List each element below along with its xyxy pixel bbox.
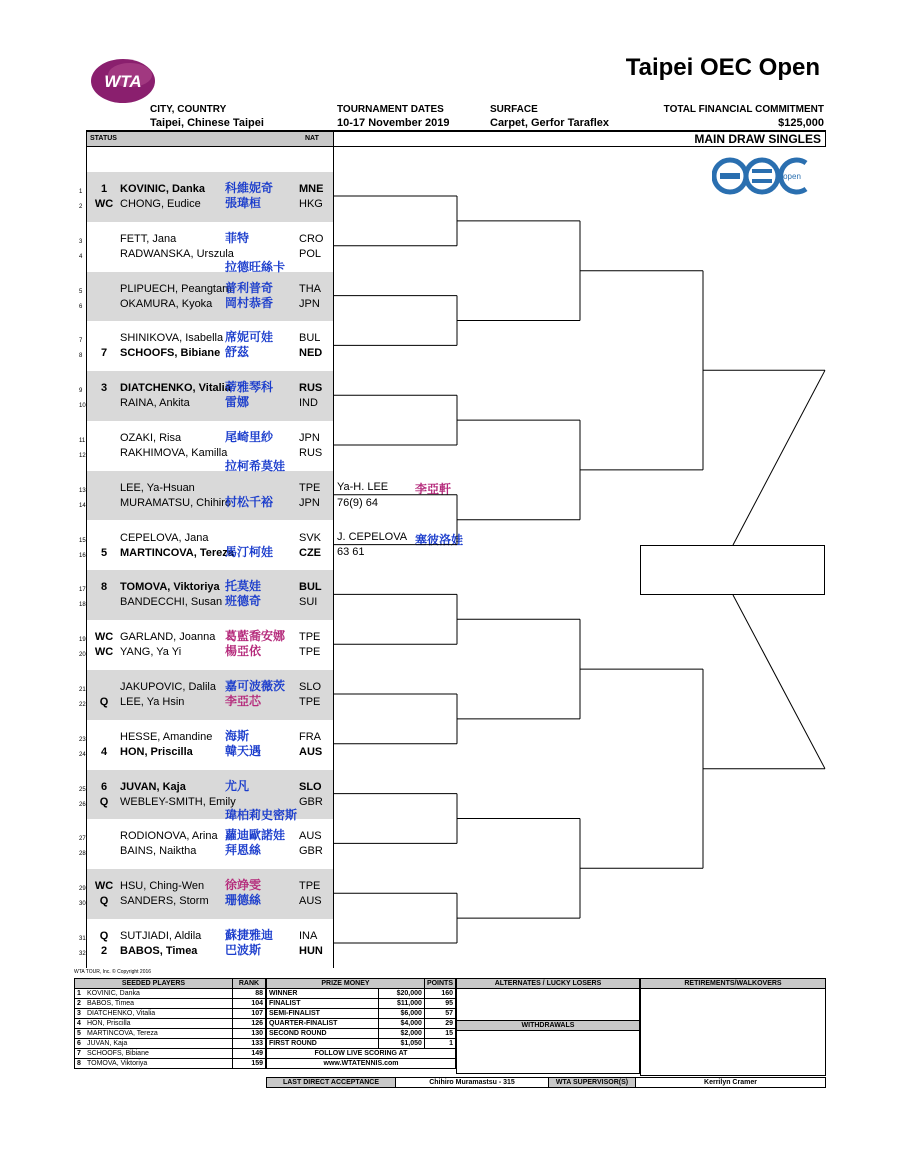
seed-row — [75, 1009, 266, 1019]
commitment-value: $125,000 — [778, 117, 824, 129]
player-name: RADWANSKA, Urszula — [120, 247, 234, 260]
player-name: MURAMATSU, Chihiro — [120, 496, 232, 509]
nationality: SVK — [299, 531, 322, 544]
prize-row — [267, 1029, 456, 1039]
draw-position: 14 — [79, 502, 86, 509]
draw-position: 5 — [79, 288, 83, 295]
seed-status: 4 — [100, 745, 108, 758]
draw-position: 21 — [79, 687, 86, 693]
draw-position: 26 — [79, 801, 86, 808]
retirements-header: RETIREMENTS/WALKOVERS — [641, 979, 826, 989]
seed-number: 5 — [75, 1029, 86, 1039]
seed-row — [75, 999, 266, 1009]
nat-label: NAT — [305, 135, 319, 142]
nationality: FRA — [299, 730, 321, 743]
prize-round: SEMI-FINALIST — [267, 1009, 379, 1019]
nationality: POL — [299, 247, 322, 260]
player-name-chinese: 馬汀柯娃 — [225, 544, 274, 559]
player-name: JUVAN, Kaja — [120, 780, 186, 793]
seed-status: WC — [94, 880, 114, 893]
prize-round: QUARTER-FINALIST — [267, 1019, 379, 1029]
seed-status: 7 — [100, 347, 108, 360]
player-name: SCHOOFS, Bibiane — [120, 347, 221, 360]
player-name: RAKHIMOVA, Kamilla — [120, 447, 228, 459]
seed-name: KOVINIC, Danka — [85, 989, 233, 999]
draw-position: 18 — [79, 602, 86, 609]
nationality: HKG — [299, 198, 323, 210]
seed-row — [75, 989, 266, 999]
prize-money: $20,000 — [378, 989, 424, 999]
seed-rank: 88 — [233, 989, 266, 999]
nationality: RUS — [299, 382, 323, 395]
seed-name: TOMOVA, Viktoriya — [85, 1059, 233, 1069]
r2-winner-2-cn: 塞彼洛娃 — [415, 533, 464, 547]
player-name-chinese: 珊德絲 — [225, 893, 262, 908]
points-header: POINTS — [424, 979, 455, 989]
player-name-chinese: 巴波斯 — [225, 943, 262, 957]
prize-row — [267, 989, 456, 999]
draw-position: 24 — [79, 751, 86, 758]
city-value: Taipei, Chinese Taipei — [150, 117, 264, 129]
lda-table — [266, 1077, 826, 1088]
seed-rank: 133 — [233, 1039, 266, 1049]
seed-number: 3 — [75, 1009, 86, 1019]
seeded-players-table — [74, 978, 266, 1069]
surface-label: SURFACE — [490, 104, 538, 115]
oec-logo-text: open — [783, 172, 801, 181]
draw-position: 22 — [79, 702, 86, 708]
lda-value: Chihiro Muramastsu - 315 — [396, 1078, 549, 1088]
prize-row — [267, 1039, 456, 1049]
player-name-chinese: 李亞芯 — [225, 694, 262, 708]
draw-position: 12 — [79, 453, 86, 459]
seed-status: Q — [99, 930, 109, 942]
player-name-chinese: 岡村恭香 — [225, 295, 274, 310]
player-name-chinese: 菲特 — [225, 230, 250, 245]
player-name: PLIPUECH, Peangtarn — [120, 282, 232, 295]
prize-row — [267, 1019, 456, 1029]
player-name: HON, Priscilla — [120, 745, 193, 758]
seed-name: JUVAN, Kaja — [85, 1039, 233, 1049]
bracket-line — [733, 370, 825, 545]
player-name: SANDERS, Storm — [120, 895, 209, 908]
seed-status: 6 — [100, 780, 108, 793]
seed-status: 2 — [100, 945, 108, 957]
nationality: TPE — [299, 646, 321, 659]
player-name: WEBLEY-SMITH, Emily — [120, 795, 236, 808]
champion-box — [640, 545, 825, 595]
nationality: SLO — [299, 681, 322, 693]
player-name: FETT, Jana — [120, 232, 177, 245]
prize-money: $1,050 — [378, 1039, 424, 1049]
seed-name: BABOS, Timea — [85, 999, 233, 1009]
player-name-chinese: 拉柯希莫娃 — [225, 459, 286, 473]
player-name-chinese: 海斯 — [225, 728, 250, 743]
player-name-chinese: 班德奇 — [225, 594, 262, 609]
prize-money: $2,000 — [378, 1029, 424, 1039]
player-name-chinese: 葛藍喬安娜 — [225, 629, 286, 644]
player-name-chinese: 蘿迪歐諾娃 — [225, 828, 286, 843]
draw-position: 28 — [79, 851, 86, 858]
seed-number: 7 — [75, 1049, 86, 1059]
player-name-chinese: 舒茲 — [225, 345, 250, 360]
nationality: AUS — [299, 830, 322, 843]
player-name-chinese: 張瑋桓 — [225, 196, 262, 210]
seed-name: HON, Priscilla — [85, 1019, 233, 1029]
draw-position: 19 — [79, 637, 86, 644]
draw-position: 2 — [79, 204, 83, 210]
draw-position: 11 — [79, 438, 86, 444]
seed-status: WC — [94, 198, 114, 210]
nationality: JPN — [299, 496, 320, 509]
player-name-chinese: 科維妮奇 — [225, 181, 274, 195]
player-name-chinese: 席妮可娃 — [225, 330, 274, 345]
nationality: MNE — [299, 183, 324, 195]
player-name-chinese: 蒂雅琴科 — [225, 380, 274, 395]
draw-position: 25 — [79, 786, 86, 793]
prize-money: $6,000 — [378, 1009, 424, 1019]
player-name-chinese: 韓天遇 — [225, 743, 262, 758]
seed-status: WC — [94, 646, 114, 659]
dates-value: 10-17 November 2019 — [337, 117, 450, 129]
alternates-header: ALTERNATES / LUCKY LOSERS — [457, 979, 640, 989]
prize-points: 160 — [424, 989, 455, 999]
nationality: IND — [299, 397, 318, 410]
seed-rank: 159 — [233, 1059, 266, 1069]
draw-position: 7 — [79, 338, 83, 345]
seed-name: SCHOOFS, Bibiane — [85, 1049, 233, 1059]
player-name: KOVINIC, Danka — [120, 183, 205, 195]
nationality: TPE — [299, 696, 321, 708]
live-scoring-label: FOLLOW LIVE SCORING AT — [267, 1049, 456, 1059]
draw-position: 15 — [79, 537, 86, 544]
seed-number: 4 — [75, 1019, 86, 1029]
r2-winner-1-cn: 李亞軒 — [415, 482, 452, 496]
seed-rank: 104 — [233, 999, 266, 1009]
retirements-table — [640, 978, 826, 1076]
player-name: MARTINCOVA, Tereza — [120, 546, 234, 559]
seed-row — [75, 1049, 266, 1059]
player-name: BANDECCHI, Susan — [120, 596, 223, 609]
player-name-chinese: 村松千裕 — [225, 494, 274, 509]
player-name: LEE, Ya-Hsuan — [120, 481, 195, 494]
player-name: GARLAND, Joanna — [120, 631, 216, 644]
player-name: RODIONOVA, Arina — [120, 830, 218, 843]
seed-number: 2 — [75, 999, 86, 1009]
player-name: DIATCHENKO, Vitalia — [120, 382, 231, 395]
draw-position: 9 — [79, 388, 83, 395]
player-name-chinese: 蘇捷雅迪 — [225, 928, 274, 942]
prize-money-table — [266, 978, 456, 1069]
player-name-chinese: 拉德旺絲卡 — [225, 259, 286, 274]
player-name: JAKUPOVIC, Dalila — [120, 681, 216, 693]
nationality: INA — [299, 930, 318, 942]
player-name-chinese: 嘉可波薇茨 — [225, 679, 286, 693]
draw-position: 4 — [79, 253, 83, 260]
seed-status: 1 — [100, 183, 108, 195]
draw-position: 30 — [79, 901, 86, 908]
seed-status: 8 — [100, 581, 108, 594]
seed-status: 3 — [100, 382, 108, 395]
prize-round: SECOND ROUND — [267, 1029, 379, 1039]
seed-name: MARTINCOVA, Tereza — [85, 1029, 233, 1039]
draw-position: 23 — [79, 736, 86, 743]
draw-position: 31 — [79, 936, 86, 942]
player-name: YANG, Ya Yi — [120, 646, 182, 659]
player-name: RAINA, Ankita — [120, 397, 190, 410]
nationality: TPE — [299, 880, 321, 893]
seed-rank: 126 — [233, 1019, 266, 1029]
rank-header: RANK — [233, 979, 266, 989]
tournament-title: Taipei OEC Open — [625, 54, 820, 81]
alternates-table — [456, 978, 640, 1074]
r2-winner-1-name: Ya-H. LEE — [337, 481, 389, 493]
bracket-line — [733, 595, 825, 769]
r2-winner-2-score: 63 61 — [337, 546, 365, 558]
nationality: AUS — [299, 895, 322, 908]
live-scoring-url: www.WTATENNIS.com — [267, 1059, 456, 1069]
player-name: OKAMURA, Kyoka — [120, 297, 213, 310]
draw-position: 20 — [79, 652, 86, 659]
prize-points: 57 — [424, 1009, 455, 1019]
prize-round: FINALIST — [267, 999, 379, 1009]
prize-header: PRIZE MONEY — [267, 979, 425, 989]
draw-position: 16 — [79, 552, 86, 559]
seeded-header: SEEDED PLAYERS — [75, 979, 233, 989]
nationality: AUS — [299, 745, 323, 758]
r2-winner-2-name: J. CEPELOVA — [337, 531, 408, 543]
seed-rank: 107 — [233, 1009, 266, 1019]
nationality: TPE — [299, 631, 321, 644]
seed-status: Q — [99, 895, 109, 908]
nationality: CZE — [299, 546, 321, 559]
prize-row — [267, 999, 456, 1009]
nationality: SLO — [299, 780, 322, 793]
player-name: SHINIKOVA, Isabella — [120, 332, 224, 345]
surface-value: Carpet, Gerfor Taraflex — [490, 117, 610, 129]
nationality: GBR — [299, 795, 323, 808]
draw-position: 27 — [79, 836, 86, 843]
player-name-chinese: 楊亞依 — [225, 644, 262, 659]
player-name-chinese: 普利普奇 — [225, 280, 274, 295]
prize-money: $4,000 — [378, 1019, 424, 1029]
draw-position: 1 — [79, 189, 83, 195]
seed-row — [75, 1039, 266, 1049]
nationality: JPN — [299, 432, 320, 444]
withdrawals-header: WITHDRAWALS — [457, 1021, 640, 1031]
player-name-chinese: 雷娜 — [225, 395, 250, 410]
prize-points: 15 — [424, 1029, 455, 1039]
draw-position: 3 — [79, 238, 83, 245]
player-name-chinese: 尤凡 — [225, 778, 250, 793]
draw-position: 6 — [79, 303, 83, 310]
nationality: BUL — [299, 581, 322, 594]
player-name-chinese: 徐竫雯 — [225, 878, 262, 893]
seed-row — [75, 1029, 266, 1039]
nationality: BUL — [299, 332, 321, 345]
supervisor-value: Kerrilyn Cramer — [636, 1078, 826, 1088]
prize-round: WINNER — [267, 989, 379, 999]
player-name: CHONG, Eudice — [120, 198, 201, 210]
main-draw-label: MAIN DRAW SINGLES — [334, 131, 826, 147]
seed-rank: 149 — [233, 1049, 266, 1059]
r2-winner-1-score: 76(9) 64 — [337, 497, 378, 509]
player-name: BABOS, Timea — [120, 945, 198, 957]
seed-status: Q — [99, 795, 109, 808]
nationality: HUN — [299, 945, 323, 957]
prize-points: 29 — [424, 1019, 455, 1029]
player-name: HSU, Ching-Wen — [120, 880, 205, 893]
commitment-label: TOTAL FINANCIAL COMMITMENT — [663, 104, 824, 115]
prize-points: 1 — [424, 1039, 455, 1049]
dates-label: TOURNAMENT DATES — [337, 104, 444, 115]
copyright: WTA TOUR, Inc. © Copyright 2016 — [74, 969, 152, 975]
player-name: OZAKI, Risa — [120, 432, 182, 444]
draw-position: 17 — [79, 587, 86, 594]
prize-row — [267, 1009, 456, 1019]
seed-rank: 130 — [233, 1029, 266, 1039]
prize-round: FIRST ROUND — [267, 1039, 379, 1049]
draw-position: 10 — [79, 403, 86, 410]
draw-position: 32 — [79, 951, 86, 957]
nationality: RUS — [299, 447, 323, 459]
player-name-chinese: 拜恩絲 — [225, 843, 262, 858]
status-label: STATUS — [90, 135, 117, 142]
player-name: TOMOVA, Viktoriya — [120, 581, 220, 594]
draw-position: 13 — [79, 487, 86, 494]
player-name: HESSE, Amandine — [120, 730, 213, 743]
player-name-chinese: 尾崎里紗 — [225, 430, 274, 444]
player-name-chinese: 瑋柏莉史密斯 — [225, 807, 298, 822]
player-name: CEPELOVA, Jana — [120, 531, 209, 544]
nationality: NED — [299, 347, 323, 360]
lda-label: LAST DIRECT ACCEPTANCE — [267, 1078, 396, 1088]
prize-points: 95 — [424, 999, 455, 1009]
nationality: CRO — [299, 232, 324, 245]
player-name: LEE, Ya Hsin — [120, 696, 185, 708]
seed-status: WC — [94, 631, 114, 644]
seed-number: 1 — [75, 989, 86, 999]
seed-row — [75, 1059, 266, 1069]
draw-position: 29 — [79, 886, 86, 893]
draw-position: 8 — [79, 353, 83, 360]
nationality: SUI — [299, 596, 318, 609]
player-name: SUTJIADI, Aldila — [120, 930, 202, 942]
city-label: CITY, COUNTRY — [150, 104, 227, 115]
seed-row — [75, 1019, 266, 1029]
prize-money: $11,000 — [378, 999, 424, 1009]
nationality: JPN — [299, 297, 320, 310]
player-name: BAINS, Naiktha — [120, 845, 197, 858]
seed-status: Q — [99, 696, 109, 708]
seed-number: 6 — [75, 1039, 86, 1049]
wta-logo-text: WTA — [104, 72, 142, 91]
player-name-chinese: 托莫娃 — [225, 579, 262, 594]
nationality: TPE — [299, 481, 321, 494]
supervisor-label: WTA SUPERVISOR(S) — [549, 1078, 636, 1088]
seed-number: 8 — [75, 1059, 86, 1069]
seed-name: DIATCHENKO, Vitalia — [85, 1009, 233, 1019]
nationality: THA — [299, 282, 321, 295]
seed-status: 5 — [100, 546, 108, 559]
nationality: GBR — [299, 845, 323, 858]
